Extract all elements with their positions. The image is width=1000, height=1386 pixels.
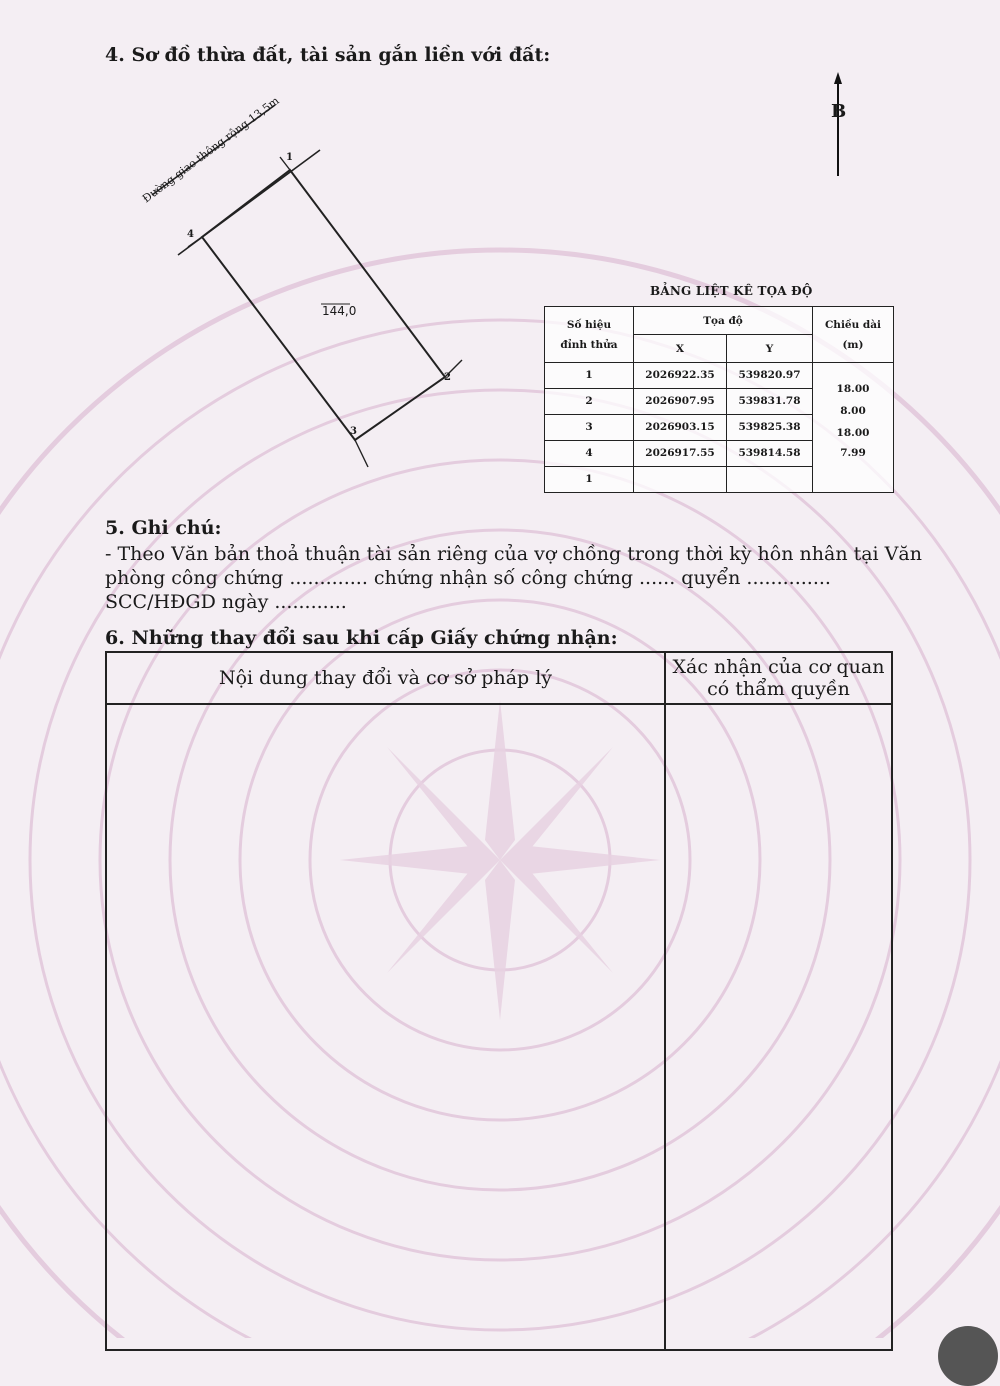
vertex-1-label: 1 [286,152,293,163]
section-6-title: 6. Những thay đổi sau khi cấp Giấy chứng nhận: [105,627,618,649]
vertex-2-label: 2 [444,372,451,383]
changes-table [105,651,893,1351]
coord-table-title: BẢNG LIỆT KÊ TỌA ĐỘ [650,284,813,298]
note-line-3: SCC/HĐGD ngày ............ [105,591,347,613]
table-row: 1 [545,466,894,492]
col-changes-header: Nội dung thay đổi và cơ sở pháp lý [106,652,665,704]
changes-content-cell[interactable] [106,704,665,1350]
header-x: X [634,335,727,363]
vertex-4-label: 4 [187,229,194,240]
plot-area-label: 144,0 [322,304,357,318]
confirmation-cell[interactable] [665,704,892,1350]
header-length: Chiều dài (m) [813,307,894,363]
header-y: Y [727,335,813,363]
table-row: 3 2026903.15 539825.38 [545,414,894,440]
table-row: 1 2026922.35 539820.97 18.00 8.00 18.00 7.99 [545,363,894,389]
col-confirmation-header: Xác nhận của cơ quan có thẩm quyền [665,652,892,704]
table-row: 2 2026907.95 539831.78 [545,388,894,414]
section-5-title: 5. Ghi chú: [105,517,222,539]
header-point: Số hiệu đỉnh thửa [545,307,634,363]
note-line-2: phòng công chứng ............. chứng nhận số công chứng ...... quyển .............. [105,567,831,589]
header-coords: Tọa độ [634,307,813,335]
note-line-1: - Theo Văn bản thoả thuận tài sản riêng của vợ chồng trong thời kỳ hôn nhân tại Văn [105,543,922,565]
coord-table [544,306,894,493]
plot-sketch [140,95,480,480]
table-row: 4 2026917.55 539814.58 [545,440,894,466]
road-label: Đường giao thông rộng 13,5m [140,94,282,206]
north-arrow-icon [826,70,856,180]
section-4-title: 4. Sơ đồ thừa đất, tài sản gắn liền với đất: [105,44,551,66]
vertex-3-label: 3 [350,426,357,437]
lengths-cell: 18.00 8.00 18.00 7.99 [813,363,894,493]
corner-shadow [938,1326,998,1386]
north-label: B [831,101,847,122]
